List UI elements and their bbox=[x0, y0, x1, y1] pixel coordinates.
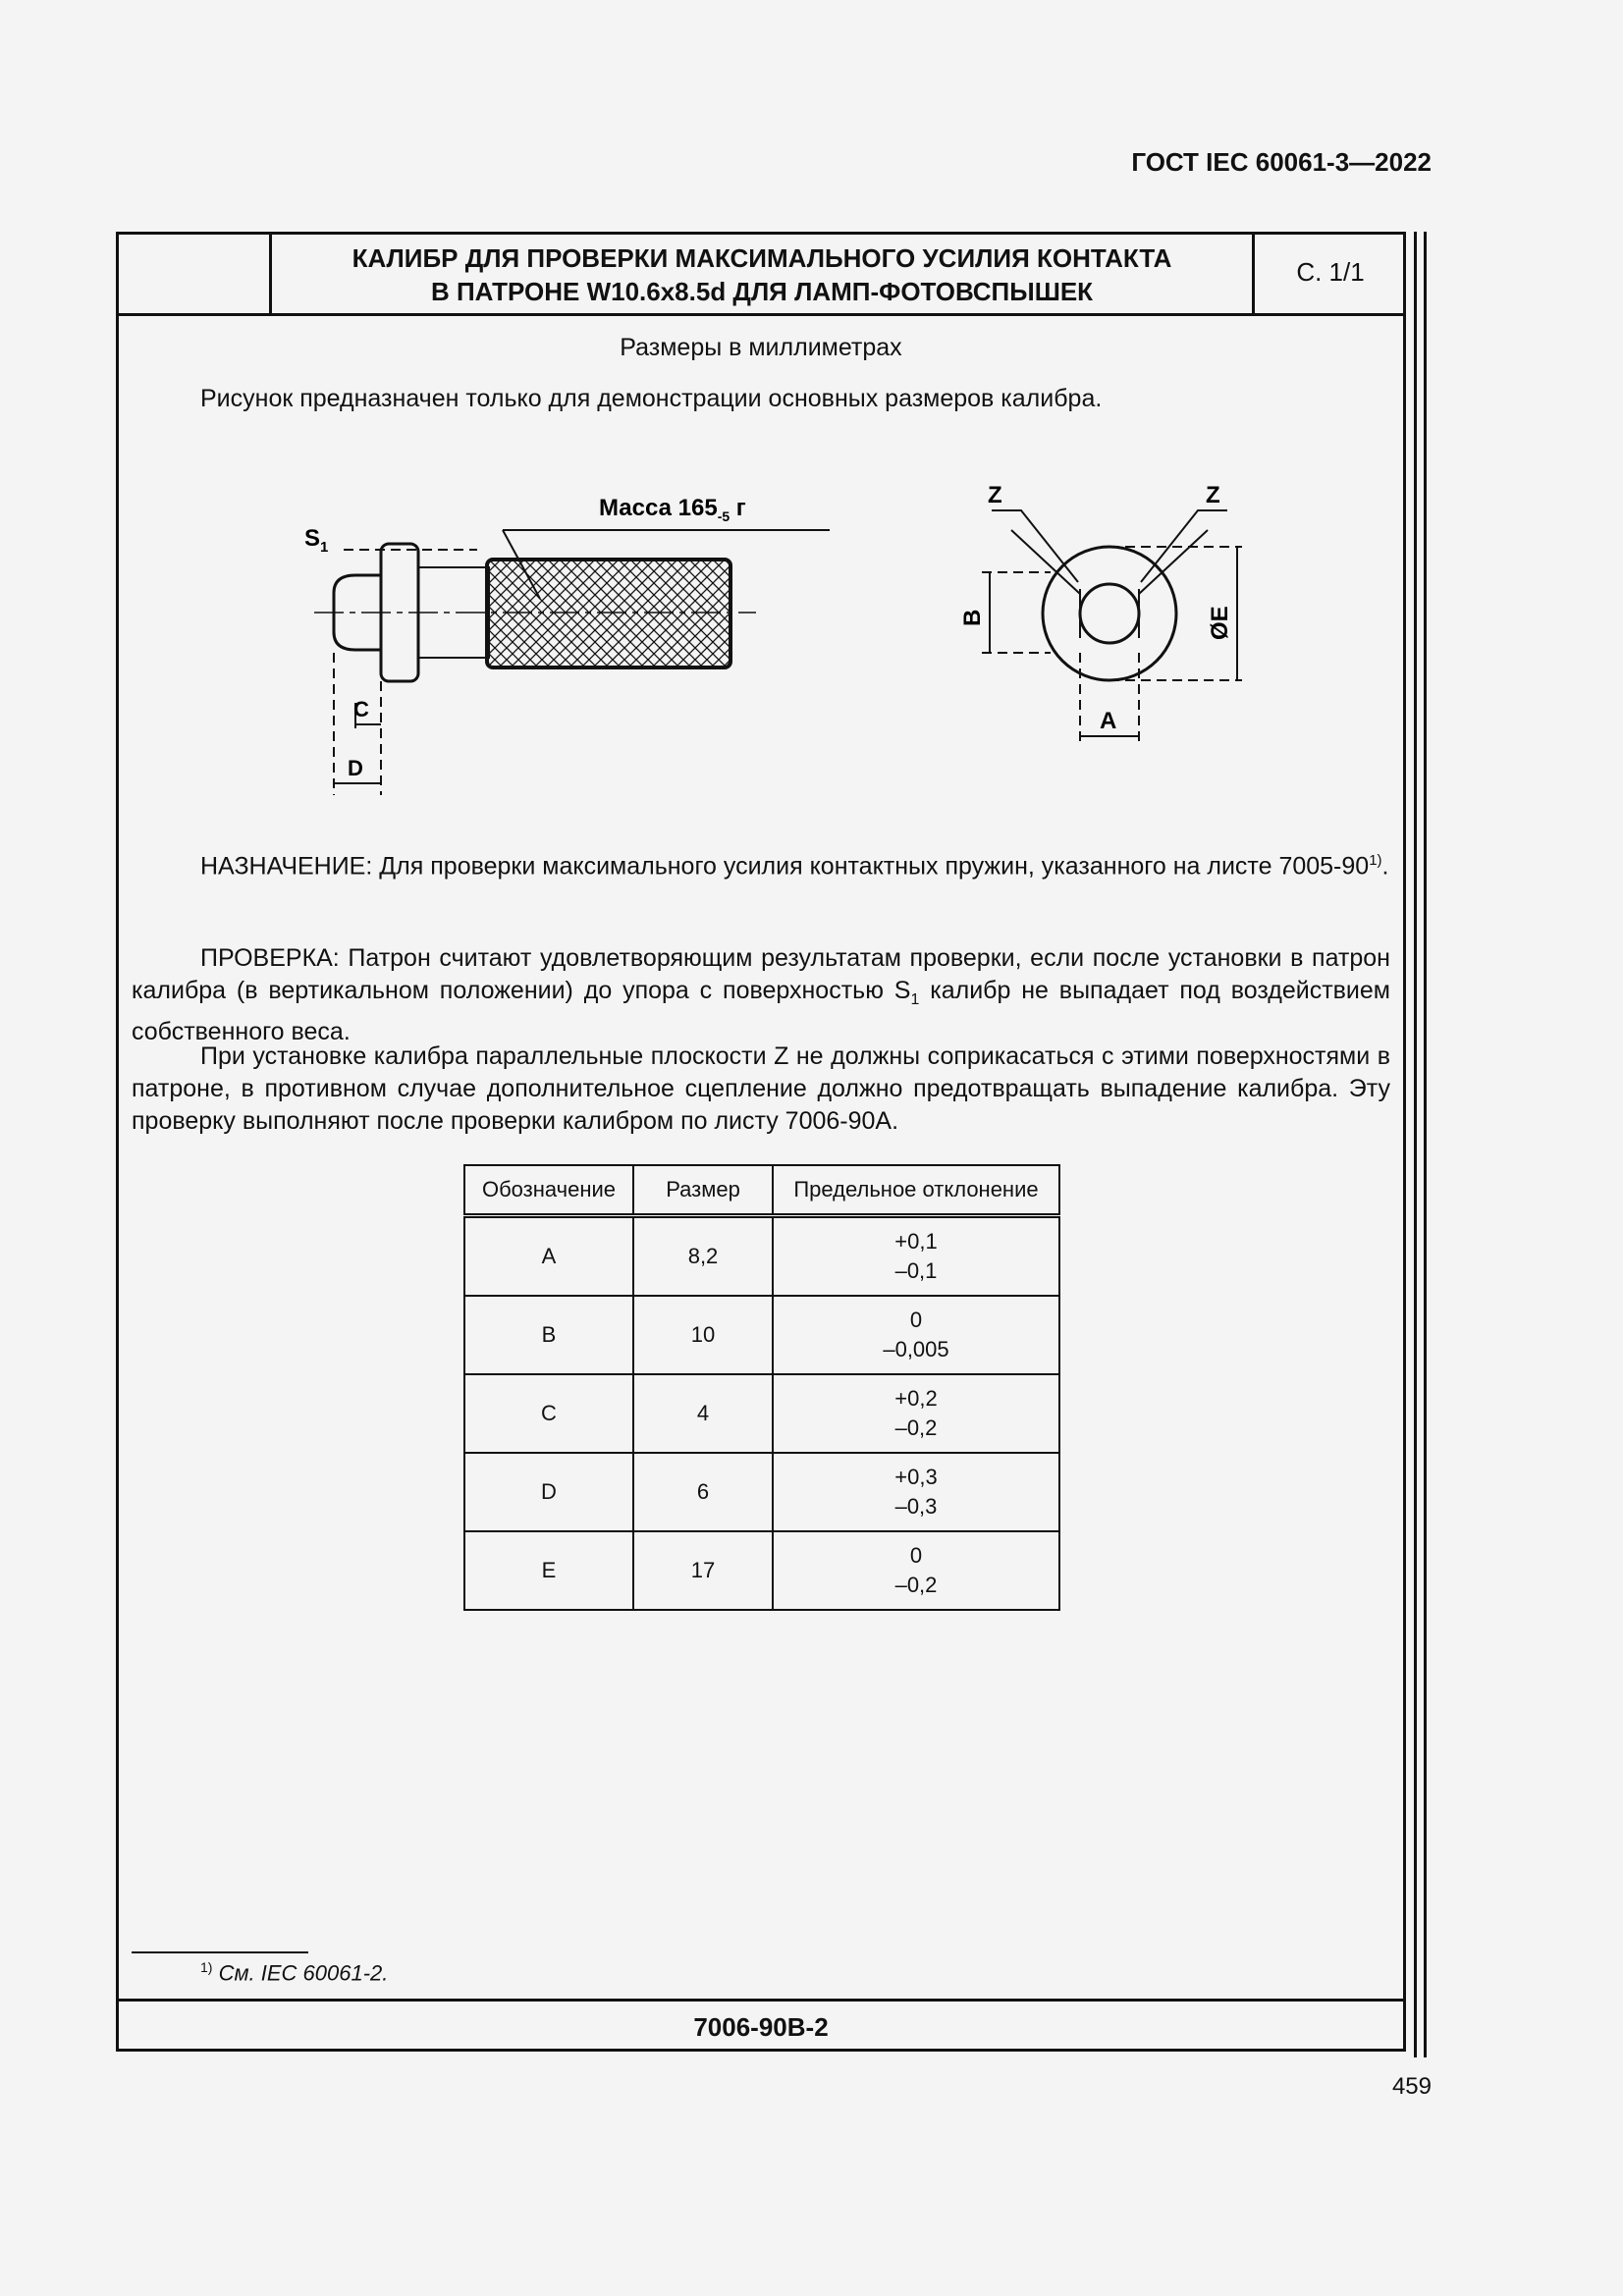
gauge-end-view bbox=[959, 482, 1242, 741]
cell-size: 4 bbox=[633, 1374, 773, 1453]
install-paragraph: При установке калибра параллельные плоскости Z не должны соприкасаться с этими поверхностями в патроне, в противном случае дополнительное сцепление должно предотвращать выпадение калибра. Эту проверку выполняют после проверки калибром по листу 7006-90А. bbox=[132, 1042, 1390, 1135]
table-row bbox=[464, 1216, 1059, 1297]
sheet-title bbox=[272, 241, 1252, 308]
z-leader-right bbox=[1141, 510, 1227, 582]
s1-label: $S_1$ bbox=[304, 525, 329, 556]
cell-size: 8,2 bbox=[633, 1216, 773, 1297]
footnote: $^{1)}$ См. IEC 60061-2. bbox=[200, 1959, 389, 1986]
dimensions-table bbox=[463, 1164, 1060, 1611]
dim-b-label: B bbox=[959, 609, 986, 626]
footer-sheet-code: 7006-90В-2 bbox=[693, 2012, 829, 2042]
z-label-left: Z bbox=[988, 482, 1002, 508]
title-line-2: В ПАТРОНЕ W10.6x8.5d ДЛЯ ЛАМП-ФОТОВСПЫШЕК bbox=[430, 277, 1094, 306]
cell-symbol: C bbox=[464, 1374, 633, 1453]
cell-symbol: B bbox=[464, 1296, 633, 1374]
dim-c-label: C bbox=[353, 697, 369, 721]
dim-d-label: D bbox=[348, 756, 363, 780]
sheet-number: С. 1/1 bbox=[1296, 257, 1365, 287]
dim-e-label: ØE bbox=[1207, 606, 1233, 640]
mass-label: Масса $165_{-5}$ г bbox=[599, 495, 746, 524]
table-row bbox=[464, 1296, 1059, 1374]
footnote-rule bbox=[132, 1951, 308, 1953]
check-paragraph: ПРОВЕРКА: Патрон считают удовлетворяющим результатам проверки, если после установки в патрон калибра (в вертикальном положении) до упора с поверхностью $S_1$ калибр не выпадает под воздействием собственного веса. bbox=[132, 944, 1390, 1045]
header-symbol: Обозначение bbox=[464, 1165, 633, 1216]
cell-symbol: D bbox=[464, 1453, 633, 1531]
gauge-drawing bbox=[295, 471, 1276, 805]
cell-size: 6 bbox=[633, 1453, 773, 1531]
purpose-paragraph: НАЗНАЧЕНИЕ: Для проверки максимального усилия контактных пружин, указанного на листе 7005-90$^{1)}$. bbox=[200, 852, 1389, 881]
cell-deviation: +0,3 –0,3 bbox=[773, 1453, 1059, 1531]
figure-note: Рисунок предназначен только для демонстрации основных размеров калибра. bbox=[200, 385, 1103, 412]
header-size: Размер bbox=[633, 1165, 773, 1216]
cell-deviation: 0 –0,005 bbox=[773, 1296, 1059, 1374]
cell-deviation: 0 –0,2 bbox=[773, 1531, 1059, 1610]
title-line-1: КАЛИБР ДЛЯ ПРОВЕРКИ МАКСИМАЛЬНОГО УСИЛИЯ КОНТАКТА bbox=[352, 243, 1172, 273]
end-view-flats bbox=[1080, 589, 1139, 638]
table-row bbox=[464, 1531, 1059, 1610]
cell-deviation: +0,1 –0,1 bbox=[773, 1216, 1059, 1297]
standard-code: ГОСТ IEC 60061-3—2022 bbox=[1131, 147, 1432, 177]
dimensions-note: Размеры в миллиметрах bbox=[620, 334, 902, 361]
gauge-side-view bbox=[304, 495, 830, 795]
cell-symbol: A bbox=[464, 1216, 633, 1297]
header-deviation: Предельное отклонение bbox=[773, 1165, 1059, 1216]
page-number: 459 bbox=[1391, 2073, 1432, 2100]
cell-size: 17 bbox=[633, 1531, 773, 1610]
dim-a-label: A bbox=[1100, 708, 1117, 734]
frame-double-line-2 bbox=[1424, 232, 1427, 2057]
knurled-handle bbox=[487, 560, 730, 667]
z-label-right: Z bbox=[1206, 482, 1220, 508]
cell-size: 10 bbox=[633, 1296, 773, 1374]
table-row bbox=[464, 1374, 1059, 1453]
frame-double-line-1 bbox=[1414, 232, 1417, 2057]
cell-deviation: +0,2 –0,2 bbox=[773, 1374, 1059, 1453]
cell-symbol: E bbox=[464, 1531, 633, 1610]
table-row bbox=[464, 1453, 1059, 1531]
end-view-inner-circle bbox=[1080, 584, 1139, 643]
end-view-outer-circle bbox=[1043, 547, 1176, 680]
table-header-row bbox=[464, 1165, 1059, 1216]
